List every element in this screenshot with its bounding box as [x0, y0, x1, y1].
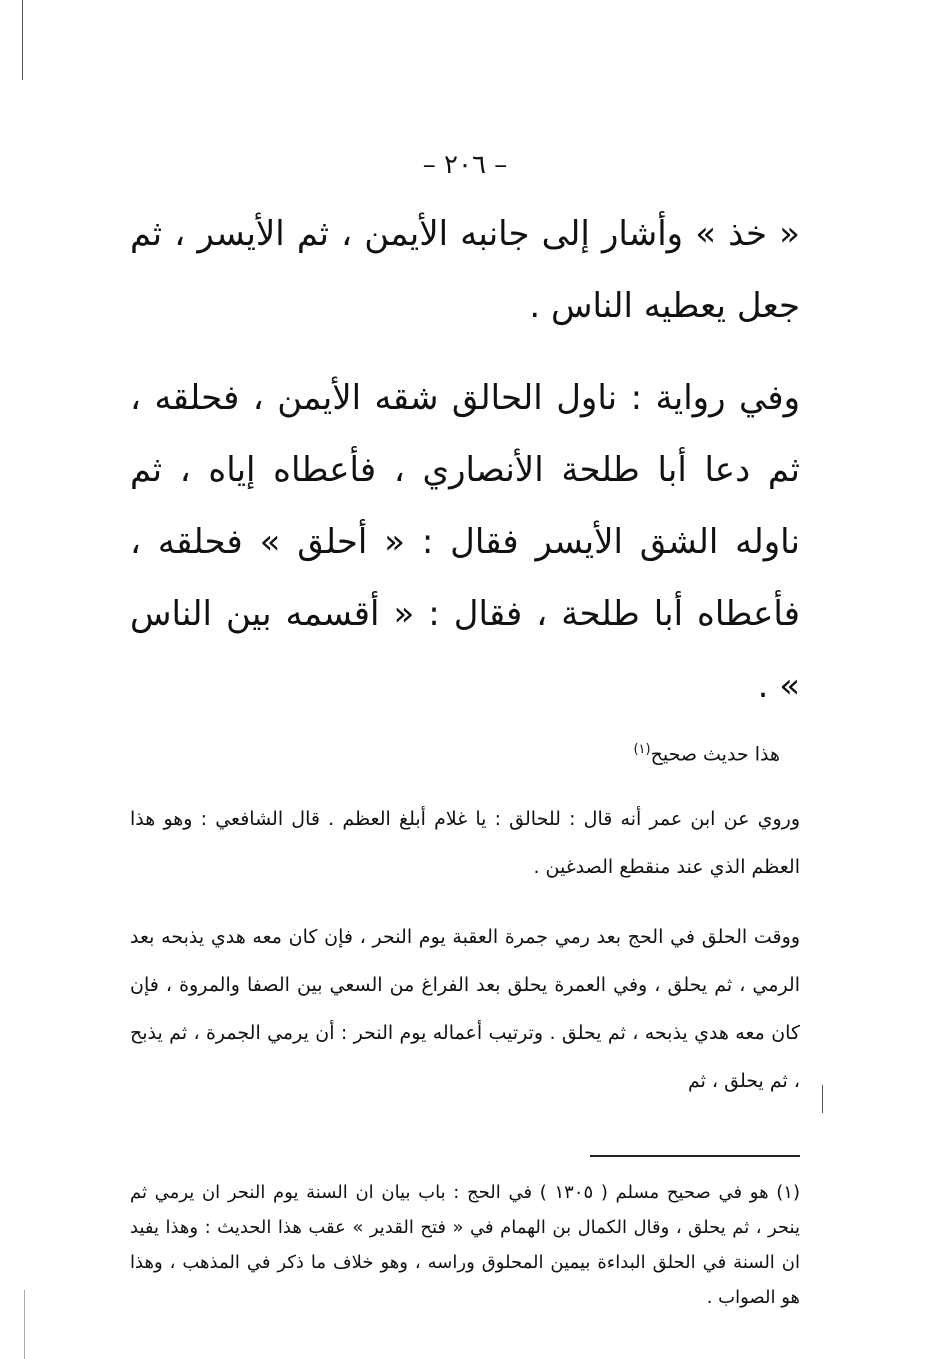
footnote-divider	[590, 1155, 800, 1157]
scan-edge-mark	[22, 0, 23, 80]
scan-edge-mark	[822, 1085, 823, 1113]
scan-edge-mark	[24, 1290, 25, 1359]
book-page	[130, 150, 800, 1315]
hadith-paragraph-2: وفي رواية : ناول الحالق شقه الأيمن ، فحلقه ، ثم دعا أبا طلحة الأنصاري ، فأعطاه إياه ، ثم ناوله الشق الأيسر فقال : « أحلق » فحلقه ، فأعطاه أبا طلحة ، فقال : « أقسمه بين الناس » .	[130, 378, 800, 706]
footnote-reference: (١)	[633, 742, 651, 757]
hadith-paragraph-1: « خذ » وأشار إلى جانبه الأيمن ، ثم الأيسر ، ثم جعل يعطيه الناس .	[130, 214, 800, 326]
body-paragraph-2: ووقت الحلق في الحج بعد رمي جمرة العقبة يوم النحر ، فإن كان معه هدي يذبحه بعد الرمي ، ثم يحلق ، وفي العمرة يحلق بعد الفراغ من السعي بين الصفا والمروة ، فإن كان معه هدي يذبحه ، ثم يحلق . وترتيب أعماله يوم النحر : أن يرمي الجمرة ، ثم يذبح ، ثم يحلق ، ثم	[130, 926, 800, 1093]
hadith-grading	[130, 742, 800, 765]
grading-text: هذا حديث صحيح	[650, 743, 780, 766]
page-number: – ٢٠٦ –	[422, 150, 508, 180]
body-paragraph-1: وروي عن ابن عمر أنه قال : للحالق : يا غلام أبلغ العظم . قال الشافعي : وهو هذا العظم الذي عند منقطع الصدغين .	[130, 808, 800, 879]
footnote: (١) هو في صحيح مسلم ( ١٣٠٥ ) في الحج : باب بيان ان السنة يوم النحر ان يرمي ثم ينحر ، ثم يحلق ، وقال الكمال بن الهمام في « فتح القدير » عقب هذا الحديث : وهذا يفيد ان السنة في الحلق البداءة بيمين المحلوق وراسه ، وهو خلاف ما ذكر في المذهب ، وهذا هو الصواب .	[130, 1182, 800, 1309]
